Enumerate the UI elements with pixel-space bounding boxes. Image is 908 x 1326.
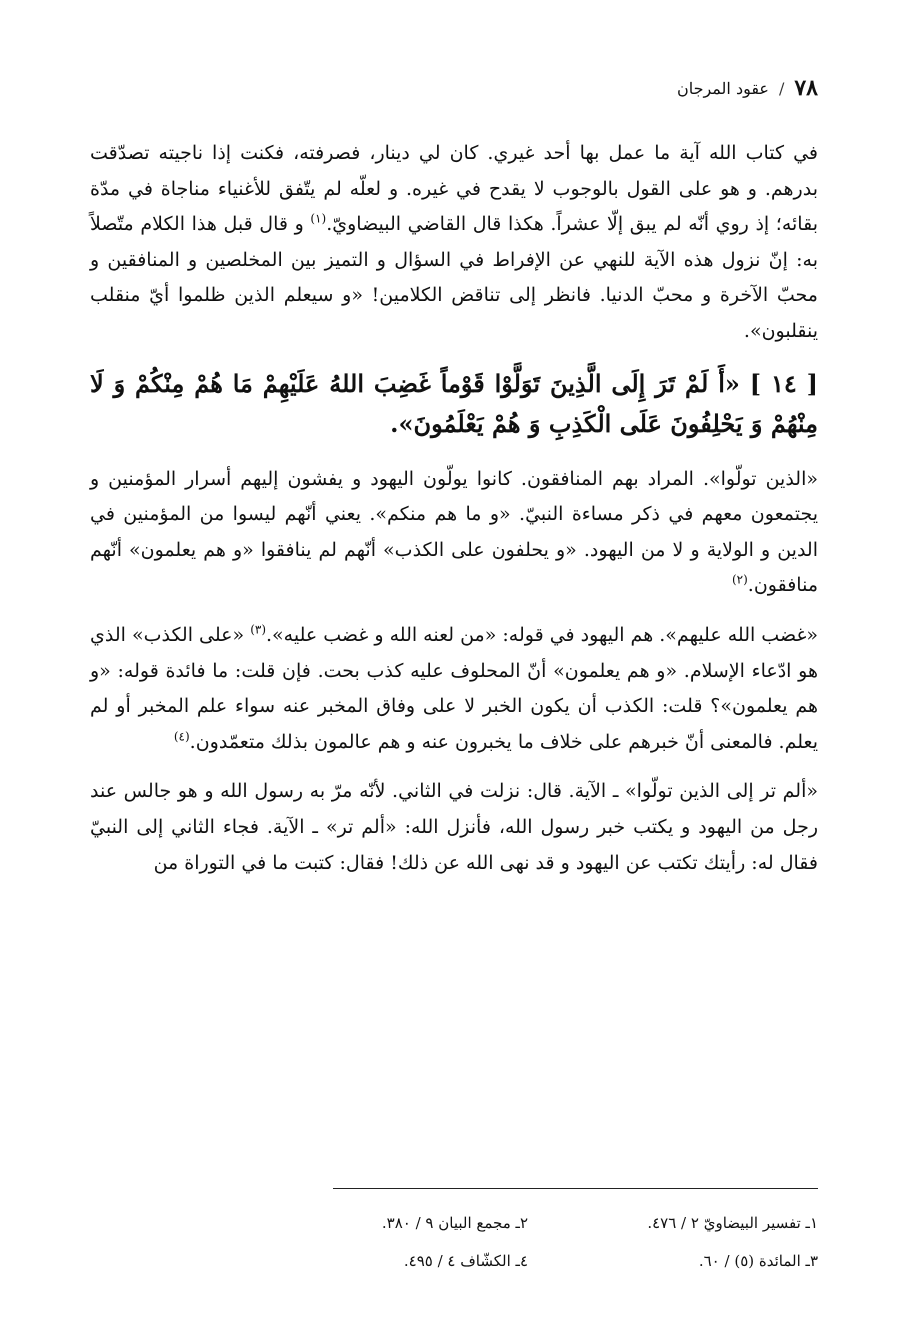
footnote-ref-4: (٤) [173, 729, 190, 744]
footnote-ref-2: (٢) [731, 573, 748, 588]
footnote-2: ٢ـ مجمع البيان ٩ / ٣٨٠. [381, 1214, 528, 1232]
header-separator: / [778, 78, 785, 98]
quran-verse: [ ١٤ ] «أَ لَمْ تَرَ إِلَى الَّذِينَ تَوَلَّوْا قَوْماً غَضِبَ اللهُ عَلَيْهِمْ مَا هُمْ مِنْكُمْ وَ لَا مِنْهُمْ وَ يَحْلِفُونَ عَلَى الْكَذِبِ وَ هُمْ يَعْلَمُونَ». [90, 368, 819, 438]
paragraph-1-line-1: في كتاب الله آية ما عمل بها أحد غيري. كان لي دينار، فصرفته، فكنت إذا ناجيته تصدّقت [90, 142, 818, 164]
paragraph-1 [90, 136, 818, 350]
footnote-ref-3: (٣) [250, 622, 267, 637]
footnote-4: ٤ـ الكشّاف ٤ / ٤٩٥. [403, 1252, 528, 1270]
paragraph-1-line-5: متّصلاً به: إنّ نزول هذه الآية للنهي عن الإفراط في السؤال و التميز بين المخلصين و المنافقين [90, 213, 818, 271]
footnote-1: ١ـ تفسير البيضاويّ ٢ / ٤٧٦. [647, 1214, 818, 1232]
paragraph-2-text: «الذين تولّوا». المراد بهم المنافقون. كانوا يولّون اليهود و يفشون إليهم أسرار المؤمنين و يجتمعون معهم في ذكر مساءة النبيّ. «و ما هم منكم». يعني أنّهم ليسوا من المؤمنين في الدين و الولاية و لا من اليهود. «و يحلفون على الكذب» أنّهم لم ينافقوا «و هم يعلمون» أنّهم منافقون. [90, 467, 819, 597]
paragraph-1-line-3: بقائه؛ إذ روي أنّه لم يبق إلّا عشراً. هكذا قال القاضي البيضاويّ. [326, 213, 818, 236]
footnote-3: ٣ـ المائدة (٥) / ٦٠. [698, 1252, 818, 1270]
running-title: عقود المرجان [676, 78, 769, 98]
paragraph-4: «ألم تر إلى الذين تولّوا» ـ الآية. قال: نزلت في الثاني. لأنّه مرّ به رسول الله و هو جالس عند رجل من اليهود و يكتب خبر رسول الله، فأنزل الله: «ألم تر» ـ الآية. فجاء الثاني إلى النبيّ فقال له: رأيتك تكتب عن اليهود و قد نهى الله عن ذلك! فقال: كتبت ما في التوراة من [90, 780, 818, 874]
paragraph-1-line-6: و محبّ الآخرة و محبّ الدنيا. فانظر إلى تناقض الكلامين! «و سيعلم الذين ظلموا أيّ منقلب [90, 248, 818, 307]
footnote-ref-1: (١) [310, 211, 327, 226]
footnotes [258, 1210, 818, 1274]
paragraph-1-line-4: و قال قبل هذا الكلام [140, 213, 304, 236]
footnote-divider [333, 1188, 818, 1189]
paragraph-3 [90, 618, 818, 760]
paragraph-2 [90, 462, 818, 604]
paragraph-3-text: «غضب الله عليهم». هم اليهود في قوله: «من لعنه الله و غضب عليه». [266, 623, 819, 646]
main-text [90, 136, 818, 895]
paragraph-1-line-2: بدرهم. و هو على القول بالوجوب لا يقدح في غيره. و لعلّه لم يتّفق للأغنياء مناجاة في مدّة [90, 177, 818, 200]
paragraph-3-text-cont: «على الكذب» الذي هو ادّعاء الإسلام. «و هم يعلمون» أنّ المحلوف عليه كذب بحت. فإن قلت: ما فائدة قوله: «و هم يعلمون»؟ قلت: الكذب أن يكون الخبر لا على وفاق المخبر عنه سواء علم المخبر أو لم يعلم. فالمعنى أنّ خبرهم على خلاف ما يخبرون عنه و هم عالمون بذلك متعمّدون. [90, 623, 818, 753]
paragraph-1-line-7: ينقلبون». [743, 319, 818, 342]
page-header [98, 70, 818, 106]
page-number: ٧٨ [794, 75, 818, 101]
